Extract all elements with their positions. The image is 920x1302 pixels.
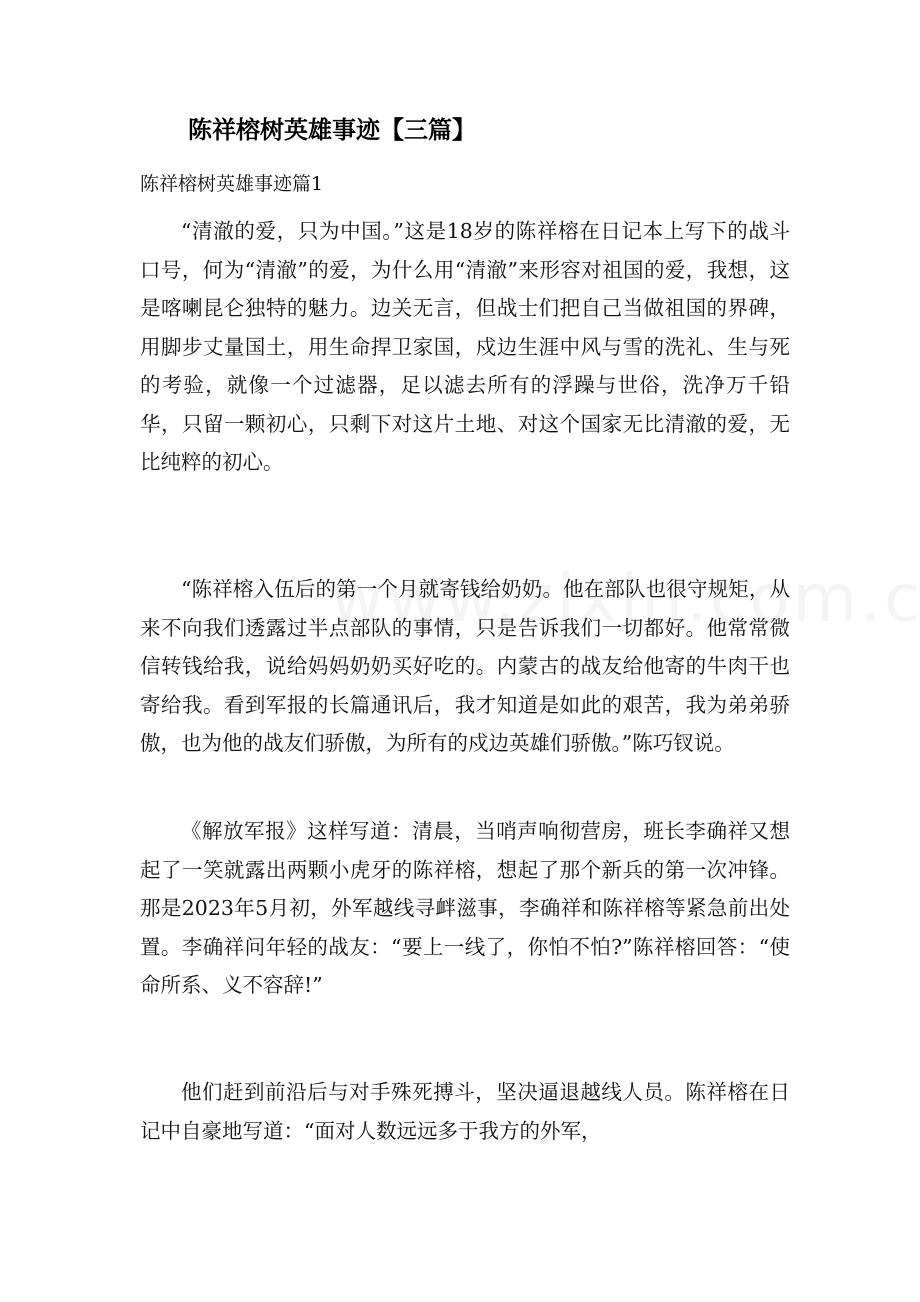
paragraph-4: 他们赶到前沿后与对手殊死搏斗，坚决逼退越线人员。陈祥榕在日记中自豪地写道：“面对人数远远多于我方的外军，: [140, 1080, 790, 1143]
paragraph-1: “清澈的爱，只为中国。”这是18岁的陈祥榕在日记本上写下的战斗口号，何为“清澈”的爱，为什么用“清澈”来形容对祖国的爱，我想，这是喀喇昆仑独特的魅力。边关无言，但战士们把自己当做祖国的界碑，用脚步丈量国土，用生命捍卫家国，戍边生涯中风与雪的洗礼、生与死的考验，就像一个过滤器，足以滤去所有的浮躁与世俗，洗净万千铅华，只留一颗初心，只剩下对这片土地、对这个国家无比清澈的爱，无比纯粹的初心。: [140, 219, 790, 474]
section-heading: 陈祥榕树英雄事迹篇1: [140, 173, 324, 195]
paragraph-2: “陈祥榕入伍后的第一个月就寄钱给奶奶。他在部队也很守规矩，从来不向我们透露过半点部队的事情，只是告诉我们一切都好。他常常微信转钱给我，说给妈妈奶奶买好吃的。内蒙古的战友给他寄的牛肉干也寄给我。看到军报的长篇通讯后，我才知道是如此的艰苦，我为弟弟骄傲，也为他的战友们骄傲，为所有的戍边英雄们骄傲。”陈巧钗说。: [140, 577, 790, 755]
document-title: 陈祥榕树英雄事迹【三篇】: [188, 116, 476, 144]
paragraph-3: 《解放军报》这样写道：清晨，当哨声响彻营房，班长李确祥又想起了一笑就露出两颗小虎牙的陈祥榕，想起了那个新兵的第一次冲锋。那是2023年5月初，外军越线寻衅滋事，李确祥和陈祥榕等紧急前出处置。李确祥问年轻的战友：“要上一线了，你怕不怕?”陈祥榕回答：“使命所系、义不容辞!”: [140, 819, 790, 997]
